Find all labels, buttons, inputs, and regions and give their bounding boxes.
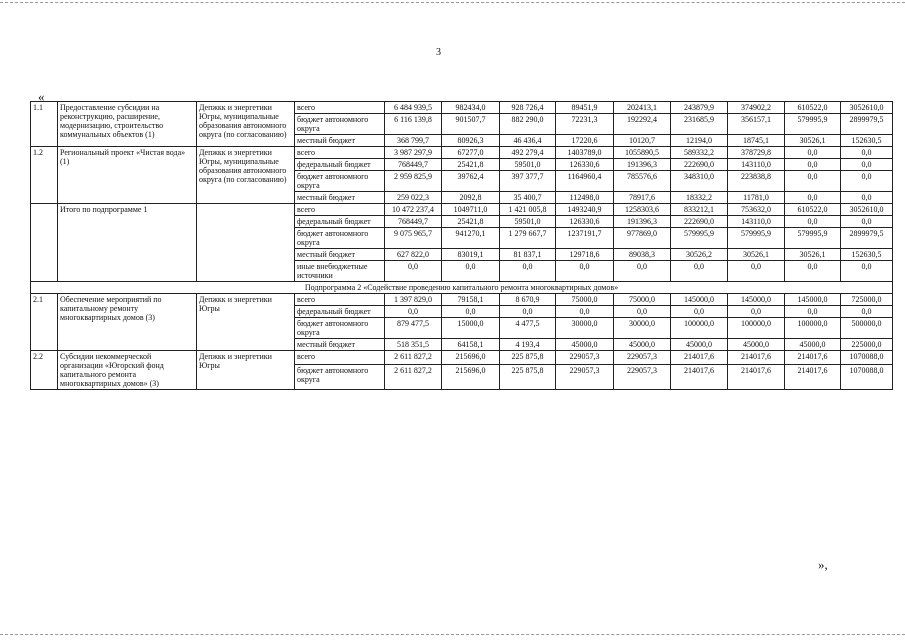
amount-cell: 223838,8 [728,171,785,192]
executor: Депжкк и энергетики Югры [197,351,295,390]
amount-cell: 30526,1 [785,249,841,261]
amount-cell: 500000,0 [841,318,893,339]
amount-cell: 222690,0 [671,159,728,171]
amount-cell: 75000,0 [556,294,614,306]
amount-cell: 4 477,5 [500,318,556,339]
amount-cell: 89038,3 [614,249,671,261]
funding-source: местный бюджет [295,249,385,261]
funding-source: бюджет автономного округа [295,318,385,339]
amount-cell: 785576,6 [614,171,671,192]
amount-cell: 627 822,0 [385,249,442,261]
amount-cell: 368 799,7 [385,135,442,147]
table-row [31,294,893,306]
amount-cell: 214017,6 [785,351,841,365]
opening-quote: « [38,89,45,104]
amount-cell: 0,0 [614,261,671,282]
amount-cell: 579995,9 [671,228,728,249]
amount-cell: 18745,1 [728,135,785,147]
amount-cell: 222690,0 [671,216,728,228]
activity-name: Итого по подпрограмме 1 [58,204,197,282]
amount-cell: 143110,0 [728,159,785,171]
amount-cell: 0,0 [728,261,785,282]
amount-cell: 100000,0 [728,318,785,339]
amount-cell: 225 875,8 [500,365,556,390]
amount-cell: 10120,7 [614,135,671,147]
amount-cell: 0,0 [500,306,556,318]
amount-cell: 0,0 [442,261,500,282]
amount-cell: 81 837,1 [500,249,556,261]
amount-cell: 191396,3 [614,216,671,228]
amount-cell: 12194,0 [671,135,728,147]
amount-cell: 15000,0 [442,318,500,339]
amount-cell: 152630,5 [841,135,893,147]
amount-cell: 72231,3 [556,114,614,135]
amount-cell: 2092,8 [442,192,500,204]
amount-cell: 229057,3 [556,365,614,390]
amount-cell: 129718,6 [556,249,614,261]
amount-cell: 214017,6 [728,365,785,390]
amount-cell: 1070088,0 [841,365,893,390]
amount-cell: 753632,0 [728,204,785,216]
amount-cell: 83019,1 [442,249,500,261]
bottom-scan-border [0,634,905,635]
amount-cell: 214017,6 [671,365,728,390]
amount-cell: 30526,1 [728,249,785,261]
amount-cell: 0,0 [556,261,614,282]
amount-cell: 0,0 [841,192,893,204]
amount-cell: 243879,9 [671,102,728,114]
amount-cell: 833212,1 [671,204,728,216]
page-number: 3 [436,47,441,58]
amount-cell: 214017,6 [671,351,728,365]
amount-cell: 0,0 [671,306,728,318]
amount-cell: 10 472 237,4 [385,204,442,216]
amount-cell: 0,0 [785,192,841,204]
executor [197,204,295,282]
amount-cell: 18332,2 [671,192,728,204]
amount-cell: 45000,0 [671,339,728,351]
amount-cell: 610522,0 [785,102,841,114]
amount-cell: 1 397 829,0 [385,294,442,306]
amount-cell: 0,0 [785,261,841,282]
row-number: 1.2 [31,147,58,204]
amount-cell: 882 290,0 [500,114,556,135]
amount-cell: 45000,0 [614,339,671,351]
amount-cell: 610522,0 [785,204,841,216]
amount-cell: 46 436,4 [500,135,556,147]
row-number: 2.2 [31,351,58,390]
amount-cell: 579995,9 [785,114,841,135]
amount-cell: 768449,7 [385,159,442,171]
amount-cell: 1164960,4 [556,171,614,192]
amount-cell: 0,0 [785,147,841,159]
funding-source: бюджет автономного округа [295,365,385,390]
amount-cell: 100000,0 [785,318,841,339]
amount-cell: 145000,0 [671,294,728,306]
amount-cell: 0,0 [785,216,841,228]
amount-cell: 259 022,3 [385,192,442,204]
amount-cell: 126330,6 [556,216,614,228]
amount-cell: 518 351,5 [385,339,442,351]
amount-cell: 0,0 [841,261,893,282]
amount-cell: 977869,0 [614,228,671,249]
amount-cell: 0,0 [442,306,500,318]
amount-cell: 2 611 827,2 [385,351,442,365]
amount-cell: 79158,1 [442,294,500,306]
amount-cell: 0,0 [841,216,893,228]
amount-cell: 348310,0 [671,171,728,192]
amount-cell: 1258303,6 [614,204,671,216]
amount-cell: 0,0 [500,261,556,282]
funding-source: местный бюджет [295,339,385,351]
amount-cell: 0,0 [841,147,893,159]
amount-cell: 6 116 139,8 [385,114,442,135]
amount-cell: 1403789,0 [556,147,614,159]
amount-cell: 229057,3 [614,351,671,365]
funding-source: всего [295,294,385,306]
funding-source: федеральный бюджет [295,159,385,171]
amount-cell: 30526,2 [671,249,728,261]
row-number: 1.1 [31,102,58,147]
funding-source: бюджет автономного округа [295,228,385,249]
amount-cell: 214017,6 [728,351,785,365]
amount-cell: 2899979,5 [841,228,893,249]
amount-cell: 579995,9 [785,228,841,249]
amount-cell: 8 670,9 [500,294,556,306]
amount-cell: 589332,2 [671,147,728,159]
amount-cell: 356157,1 [728,114,785,135]
funding-source: местный бюджет [295,192,385,204]
amount-cell: 1237191,7 [556,228,614,249]
amount-cell: 229057,3 [614,365,671,390]
amount-cell: 215696,0 [442,351,500,365]
closing-quote: », [818,557,828,572]
funding-source: федеральный бюджет [295,216,385,228]
executor: Депжкк и энергетики Югры, муниципальные образования автономного округа (по согласованию) [197,147,295,204]
amount-cell: 0,0 [841,306,893,318]
amount-cell: 215696,0 [442,365,500,390]
amount-cell: 229057,3 [556,351,614,365]
amount-cell: 0,0 [785,159,841,171]
amount-cell: 225000,0 [841,339,893,351]
amount-cell: 2899979,5 [841,114,893,135]
amount-cell: 1 421 005,8 [500,204,556,216]
amount-cell: 30000,0 [556,318,614,339]
activity-name: Региональный проект «Чистая вода» (1) [58,147,197,204]
funding-source: всего [295,147,385,159]
amount-cell: 1 279 667,7 [500,228,556,249]
amount-cell: 901507,7 [442,114,500,135]
amount-cell: 2 611 827,2 [385,365,442,390]
amount-cell: 78917,6 [614,192,671,204]
amount-cell: 1070088,0 [841,351,893,365]
amount-cell: 39762,4 [442,171,500,192]
funding-source: федеральный бюджет [295,306,385,318]
amount-cell: 25421,8 [442,216,500,228]
amount-cell: 30000,0 [614,318,671,339]
amount-cell: 982434,0 [442,102,500,114]
amount-cell: 231685,9 [671,114,728,135]
amount-cell: 100000,0 [671,318,728,339]
amount-cell: 45000,0 [728,339,785,351]
amount-cell: 45000,0 [556,339,614,351]
amount-cell: 225 875,8 [500,351,556,365]
amount-cell: 1493240,9 [556,204,614,216]
table-row [31,147,893,159]
amount-cell: 59501,0 [500,216,556,228]
amount-cell: 0,0 [841,171,893,192]
amount-cell: 80926,3 [442,135,500,147]
amount-cell: 492 279,4 [500,147,556,159]
funding-source: всего [295,351,385,365]
amount-cell: 378729,8 [728,147,785,159]
amount-cell: 579995,9 [728,228,785,249]
amount-cell: 59501,0 [500,159,556,171]
activity-name: Предоставление субсидии на реконструкцию, расширение, модернизацию, строительство коммунальных объектов (1) [58,102,197,147]
amount-cell: 397 377,7 [500,171,556,192]
table-row [31,351,893,365]
table-row [31,102,893,114]
executor: Депжкк и энергетики Югры, муниципальные образования автономного округа (по согласованию) [197,102,295,147]
amount-cell: 928 726,4 [500,102,556,114]
amount-cell: 202413,1 [614,102,671,114]
amount-cell: 4 193,4 [500,339,556,351]
amount-cell: 64158,1 [442,339,500,351]
amount-cell: 145000,0 [785,294,841,306]
row-number [31,204,58,282]
amount-cell: 0,0 [841,159,893,171]
amount-cell: 3052610,0 [841,102,893,114]
amount-cell: 0,0 [385,261,442,282]
funding-source: всего [295,204,385,216]
amount-cell: 17220,6 [556,135,614,147]
amount-cell: 0,0 [614,306,671,318]
amount-cell: 0,0 [671,261,728,282]
activity-name: Обеспечение мероприятий по капитальному ремонту многоквартирных домов (3) [58,294,197,351]
amount-cell: 67277,0 [442,147,500,159]
executor: Депжкк и энергетики Югры [197,294,295,351]
amount-cell: 35 400,7 [500,192,556,204]
amount-cell: 191396,3 [614,159,671,171]
amount-cell: 0,0 [728,306,785,318]
amount-cell: 112498,0 [556,192,614,204]
amount-cell: 0,0 [785,171,841,192]
activity-name: Субсидии некоммерческой организации «Югорский фонд капитального ремонта многоквартирных домов» (3) [58,351,197,390]
funding-source: всего [295,102,385,114]
amount-cell: 374902,2 [728,102,785,114]
section-row [31,282,893,294]
amount-cell: 145000,0 [728,294,785,306]
amount-cell: 2 959 825,9 [385,171,442,192]
top-scan-border [0,2,905,3]
amount-cell: 126330,6 [556,159,614,171]
table-row [31,204,893,216]
amount-cell: 11781,0 [728,192,785,204]
amount-cell: 9 075 965,7 [385,228,442,249]
amount-cell: 89451,9 [556,102,614,114]
budget-table [30,101,893,390]
amount-cell: 152630,5 [841,249,893,261]
amount-cell: 0,0 [556,306,614,318]
amount-cell: 1049711,0 [442,204,500,216]
amount-cell: 3052610,0 [841,204,893,216]
amount-cell: 941270,1 [442,228,500,249]
amount-cell: 725000,0 [841,294,893,306]
amount-cell: 143110,0 [728,216,785,228]
amount-cell: 0,0 [785,306,841,318]
amount-cell: 25421,8 [442,159,500,171]
amount-cell: 3 987 297,9 [385,147,442,159]
amount-cell: 214017,6 [785,365,841,390]
funding-source: бюджет автономного округа [295,171,385,192]
amount-cell: 6 484 939,5 [385,102,442,114]
amount-cell: 192292,4 [614,114,671,135]
amount-cell: 0,0 [385,306,442,318]
amount-cell: 1055890,5 [614,147,671,159]
funding-source: местный бюджет [295,135,385,147]
funding-source: бюджет автономного округа [295,114,385,135]
amount-cell: 768449,7 [385,216,442,228]
row-number: 2.1 [31,294,58,351]
amount-cell: 879 477,5 [385,318,442,339]
amount-cell: 75000,0 [614,294,671,306]
funding-source: иные внебюджетные источники [295,261,385,282]
amount-cell: 45000,0 [785,339,841,351]
section-title: Подпрограмма 2 «Содействие проведению капитального ремонта многоквартирных домов» [31,282,893,294]
amount-cell: 30526,1 [785,135,841,147]
